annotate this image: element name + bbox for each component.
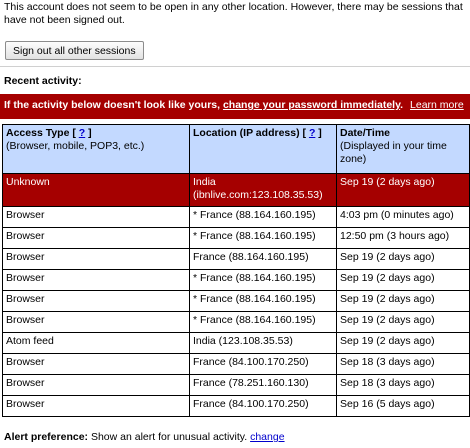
cell-time: Sep 18 (3 days ago) xyxy=(337,375,470,396)
cell-location: India (123.108.35.53) xyxy=(190,333,337,354)
cell-location: * France (88.164.160.195) xyxy=(190,207,337,228)
cell-time: Sep 18 (3 days ago) xyxy=(337,354,470,375)
table-row xyxy=(3,174,470,207)
table-row xyxy=(3,396,470,417)
banner-text: If the activity below doesn't look like yours, xyxy=(4,99,221,111)
banner-period: . xyxy=(400,99,404,111)
sign-out-all-sessions-button[interactable]: Sign out all other sessions xyxy=(5,41,144,60)
alert-preference xyxy=(4,431,285,444)
header-date-time-sub: (Displayed in your time zone) xyxy=(340,140,447,166)
cell-location: France (84.100.170.250) xyxy=(190,396,337,417)
change-password-link[interactable]: change your password immediately xyxy=(222,99,401,111)
access-type-help-link[interactable]: ? xyxy=(78,127,86,139)
cell-time: 4:03 pm (0 minutes ago) xyxy=(337,207,470,228)
cell-type: Browser xyxy=(3,354,190,375)
table-row xyxy=(3,333,470,354)
cell-type: Browser xyxy=(3,396,190,417)
header-access-type-sub: (Browser, mobile, POP3, etc.) xyxy=(6,140,145,153)
cell-time: Sep 19 (2 days ago) xyxy=(337,174,470,207)
cell-location: India (ibnlive.com:123.108.35.53) xyxy=(190,174,337,207)
cell-type: Browser xyxy=(3,207,190,228)
cell-type: Browser xyxy=(3,249,190,270)
cell-time: Sep 19 (2 days ago) xyxy=(337,249,470,270)
recent-activity-heading: Recent activity: xyxy=(4,75,82,87)
table-row xyxy=(3,270,470,291)
table-row xyxy=(3,207,470,228)
table-row xyxy=(3,228,470,249)
cell-time: Sep 19 (2 days ago) xyxy=(337,312,470,333)
learn-more-link[interactable]: Learn more xyxy=(410,99,464,111)
header-access-type: Access Type [ ? ] (Browser, mobile, POP3, etc.) xyxy=(3,125,190,174)
table-row xyxy=(3,354,470,375)
cell-type: Browser xyxy=(3,375,190,396)
table-row xyxy=(3,312,470,333)
cell-time: Sep 19 (2 days ago) xyxy=(337,291,470,312)
cell-type: Browser xyxy=(3,228,190,249)
header-location-title: Location (IP address) xyxy=(193,127,300,139)
activity-table xyxy=(2,124,470,417)
alert-preference-label: Alert preference: xyxy=(4,431,89,443)
cell-location: * France (88.164.160.195) xyxy=(190,291,337,312)
cell-time: 12:50 pm (3 hours ago) xyxy=(337,228,470,249)
header-access-type-title: Access Type xyxy=(6,127,70,139)
header-date-time xyxy=(337,125,470,174)
cell-location: * France (88.164.160.195) xyxy=(190,270,337,291)
session-status-message: This account does not seem to be open in any other location. However, there may be sessions that have not been signed out. xyxy=(4,1,463,27)
alert-preference-text: Show an alert for unusual activity. xyxy=(90,431,248,443)
cell-location: * France (88.164.160.195) xyxy=(190,228,337,249)
header-location: Location (IP address) [ ? ] xyxy=(190,125,337,174)
section-divider xyxy=(0,66,470,67)
table-row xyxy=(3,291,470,312)
cell-time: Sep 16 (5 days ago) xyxy=(337,396,470,417)
table-row xyxy=(3,249,470,270)
table-row xyxy=(3,375,470,396)
cell-type: Browser xyxy=(3,291,190,312)
cell-time: Sep 19 (2 days ago) xyxy=(337,270,470,291)
location-help-link[interactable]: ? xyxy=(308,127,316,139)
suspicious-activity-banner xyxy=(0,94,470,119)
cell-type: Atom feed xyxy=(3,333,190,354)
cell-type: Browser xyxy=(3,270,190,291)
cell-type: Unknown xyxy=(3,174,190,207)
cell-location: France (88.164.160.195) xyxy=(190,249,337,270)
cell-time: Sep 19 (2 days ago) xyxy=(337,333,470,354)
alert-preference-change-link[interactable]: change xyxy=(250,431,285,443)
cell-location: France (78.251.160.130) xyxy=(190,375,337,396)
cell-type: Browser xyxy=(3,312,190,333)
header-date-time-title: Date/Time xyxy=(340,127,390,139)
cell-location: France (84.100.170.250) xyxy=(190,354,337,375)
cell-location: * France (88.164.160.195) xyxy=(190,312,337,333)
table-header-row xyxy=(3,125,470,174)
